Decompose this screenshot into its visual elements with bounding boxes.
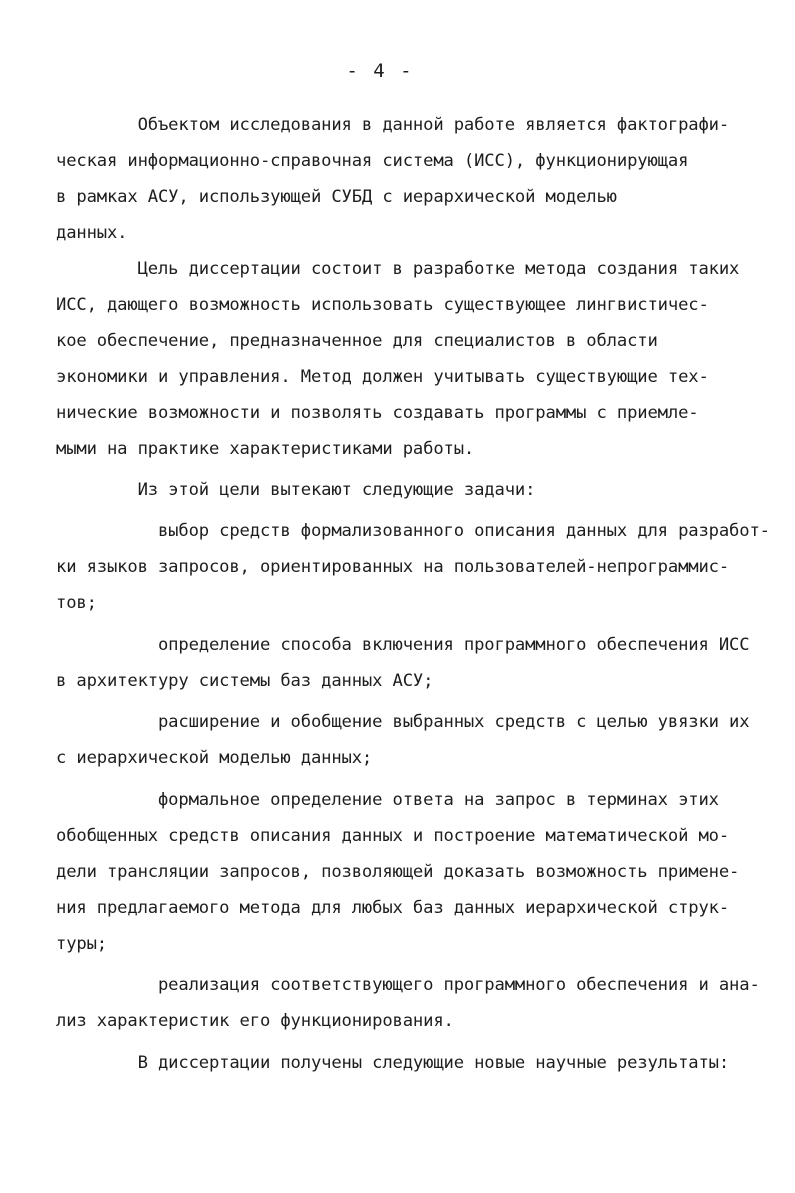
text-line: обобщенных средств описания данных и построение математической мо- xyxy=(56,826,730,846)
text-line: тов; xyxy=(56,593,97,613)
text-line: дели трансляции запросов, позволяющей доказать возможность примене- xyxy=(56,862,740,882)
text-line: в рамках АСУ, использующей СУБД с иерархической моделью xyxy=(56,187,617,207)
text-line: лиз характеристик его функционирования. xyxy=(56,1011,454,1031)
text-line: ИСС, дающего возможность использовать существующее лингвистичес- xyxy=(56,295,709,315)
text-line: кое обеспечение, предназначенное для специалистов в области xyxy=(56,331,658,351)
text-line: Из этой цели вытекают следующие задачи: xyxy=(56,480,536,500)
page-number: - 4 - xyxy=(346,60,414,82)
text-line: ки языков запросов, ориентированных на пользователей-непрограммис- xyxy=(56,557,730,577)
text-line: экономики и управления. Метод должен учитывать существующие тех- xyxy=(56,367,709,387)
text-line: В диссертации получены следующие новые научные результаты: xyxy=(56,1053,730,1073)
text-line: расширение и обобщение выбранных средств с целью увязки их xyxy=(56,712,750,732)
text-line: в архитектуру системы баз данных АСУ; xyxy=(56,671,434,691)
text-line: мыми на практике характеристиками работы. xyxy=(56,439,475,459)
text-line: с иерархической моделью данных; xyxy=(56,748,373,768)
text-line: формальное определение ответа на запрос в терминах этих xyxy=(56,790,719,810)
text-line: определение способа включения программного обеспечения ИСС xyxy=(56,635,750,655)
text-line: нические возможности и позволять создавать программы с приемле- xyxy=(56,403,699,423)
text-line: туры; xyxy=(56,934,107,954)
text-line: реализация соответствующего программного обеспечения и ана- xyxy=(56,975,760,995)
text-line: Цель диссертации состоит в разработке метода создания таких xyxy=(56,259,740,279)
text-line: данных. xyxy=(56,223,128,243)
text-line: ния предлагаемого метода для любых баз данных иерархической струк- xyxy=(56,898,730,918)
text-line: выбор средств формализованного описания данных для разработ- xyxy=(56,521,770,541)
text-line: Объектом исследования в данной работе является фактографи- xyxy=(56,115,730,135)
text-line: ческая информационно-справочная система (ИСС), функционирующая xyxy=(56,151,689,171)
